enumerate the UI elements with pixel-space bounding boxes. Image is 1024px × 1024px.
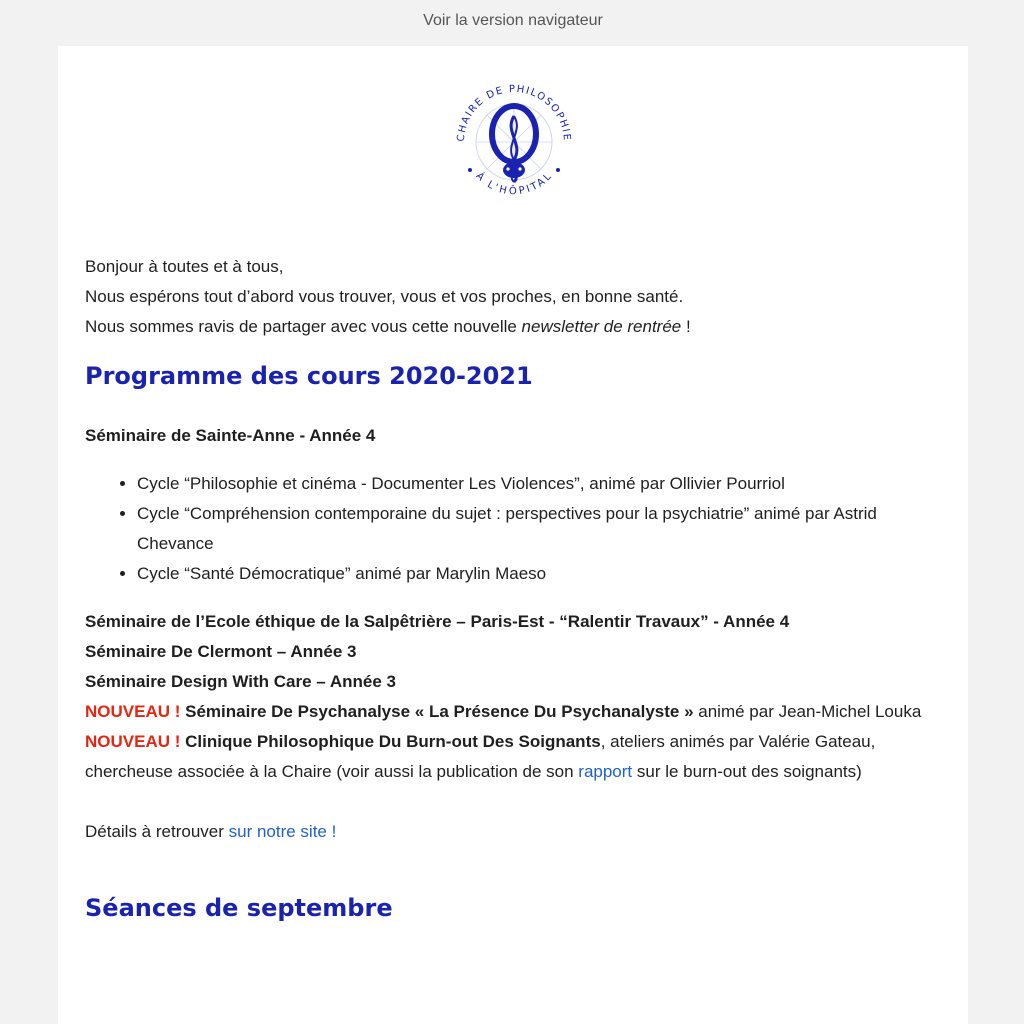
- details-text: Détails à retrouver: [85, 822, 229, 841]
- clinique-description-end: sur le burn-out des soignants): [632, 762, 862, 781]
- seminar-psychanalyse: [85, 697, 945, 727]
- programme-heading: Programme des cours 2020-2021: [85, 362, 533, 390]
- clinique-burnout: [85, 727, 945, 787]
- list-item: • Cycle “Santé Démocratique” animé par Marylin Maeso: [137, 559, 945, 589]
- logo-arc-bottom-text: À L'HÔPITAL: [473, 170, 555, 198]
- details-line: [85, 817, 945, 847]
- seminars-block: [85, 607, 945, 787]
- view-in-browser-link[interactable]: Voir la version navigateur: [423, 12, 603, 29]
- cycle-list: [85, 469, 945, 589]
- new-badge: NOUVEAU !: [85, 702, 181, 721]
- intro-line-2: Nous espérons tout d’abord vous trouver, vous et vos proches, en bonne santé.: [85, 287, 684, 306]
- intro: [85, 252, 945, 342]
- rapport-link[interactable]: rapport: [578, 762, 633, 781]
- browser-version-bar: [58, 0, 968, 46]
- psychanalyse-description: animé par Jean-Michel Louka: [693, 702, 922, 721]
- seminar-salpetriere: Séminaire de l’Ecole éthique de la Salpêtrière – Paris-Est - “Ralentir Travaux” - Année 4: [85, 612, 790, 631]
- list-item: • Cycle “Philosophie et cinéma - Documenter Les Violences”, animé par Ollivier Pourriol: [137, 469, 945, 499]
- newsletter-content: [85, 252, 945, 923]
- sainte-anne-title: Séminaire de Sainte-Anne - Année 4: [85, 426, 376, 445]
- intro-line-3-end: !: [681, 317, 691, 336]
- site-link[interactable]: sur notre site !: [228, 822, 337, 841]
- psychanalyse-title: Séminaire De Psychanalyse « La Présence Du Psychanalyste »: [185, 702, 694, 721]
- chaire-philosophie-logo: [446, 74, 582, 210]
- new-badge: NOUVEAU !: [85, 732, 181, 751]
- seminar-design-with-care: Séminaire Design With Care – Année 3: [85, 672, 396, 691]
- newsletter-name: newsletter de rentrée: [521, 317, 682, 336]
- list-item: • Cycle “Compréhension contemporaine du sujet : perspectives pour la psychiatrie” animé par Astrid Chevance: [137, 499, 945, 559]
- clinique-title: Clinique Philosophique Du Burn-out Des Soignants: [185, 732, 601, 751]
- seminar-clermont: Séminaire De Clermont – Année 3: [85, 642, 357, 661]
- intro-line-3-start: Nous sommes ravis de partager avec vous cette nouvelle: [85, 317, 522, 336]
- intro-line-3: [85, 312, 945, 342]
- logo-arc-top-text: CHAIRE DE PHILOSOPHIE: [455, 83, 573, 143]
- intro-line-1: Bonjour à toutes et à tous,: [85, 257, 284, 276]
- septembre-heading: Séances de septembre: [85, 894, 393, 922]
- clinique-description-start: , ateliers animés par Valérie Gateau, chercheuse associée à la Chaire (voir aussi la publication de son: [85, 732, 876, 781]
- newsletter-card: [58, 46, 968, 1024]
